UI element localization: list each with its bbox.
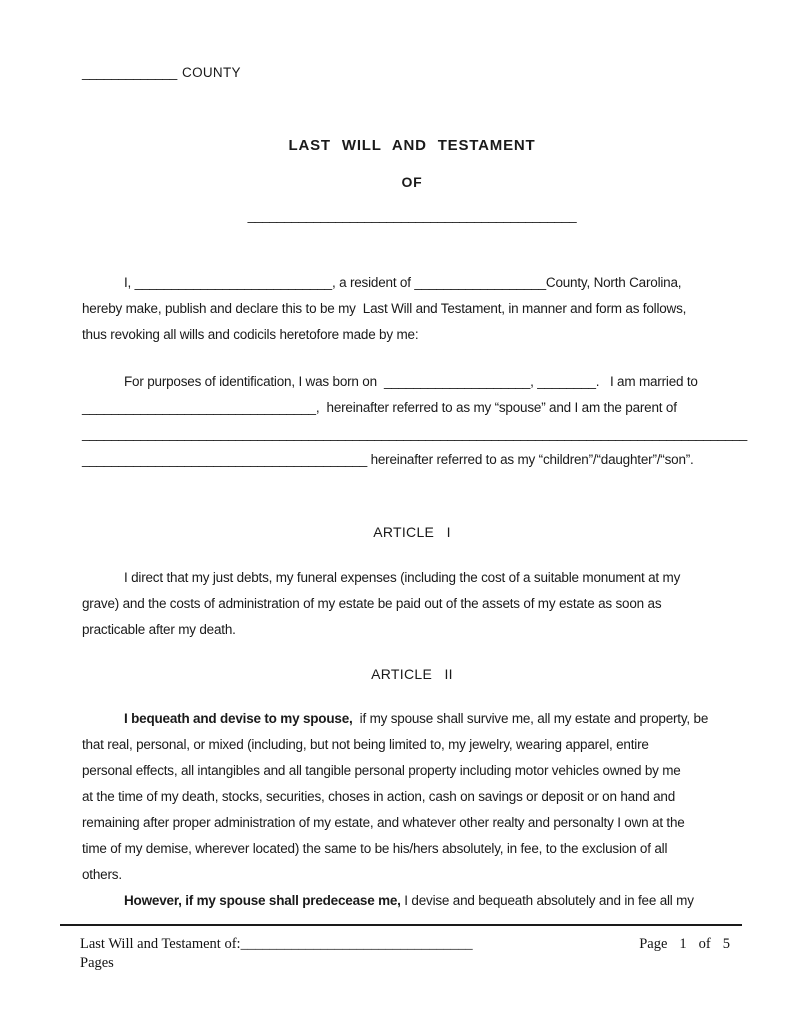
- article-2-line-7: others.: [82, 867, 122, 882]
- article-1-line-1: I direct that my just debts, my funeral expenses (including the cost of a suitable monument at my: [124, 570, 681, 585]
- spouse-name-blank-field[interactable]: ________________________________: [82, 400, 316, 415]
- page-indicator: [639, 935, 742, 954]
- article-2-heading: ARTICLE II: [371, 666, 453, 682]
- article-2-line-4: at the time of my death, stocks, securities, choses in action, cash on savings or deposit or on hand and: [82, 789, 676, 804]
- article-2-line-3: personal effects, all intangibles and all tangible personal property including motor vehicles owned by me: [82, 763, 681, 778]
- intro-text: , a resident of: [331, 275, 415, 290]
- page-content: [0, 62, 800, 914]
- of-label-footer: of: [698, 936, 711, 952]
- article-1-line-3: practicable after my death.: [82, 622, 236, 637]
- page-label: Page: [639, 936, 668, 952]
- bequeath-clause-bold-text: I bequeath and devise to my spouse,: [124, 711, 353, 726]
- identification-paragraph: [82, 369, 748, 473]
- article-1-line-2: grave) and the costs of administration of my estate be paid out of the assets of my estate as soon as: [82, 596, 662, 611]
- footer-title-label: Last Will and Testament of:: [80, 936, 241, 952]
- county-line: [82, 62, 742, 84]
- page-number: 1: [679, 936, 687, 952]
- identification-text: hereinafter referred to as my “children”/“daughter”/“son”.: [367, 452, 694, 467]
- county-blank-field[interactable]: _____________: [82, 65, 178, 80]
- children-names-blank-field[interactable]: ___________________________________________________________________________________________: [82, 426, 748, 441]
- article-2-paragraph: [82, 706, 742, 914]
- identification-line-3: [82, 421, 748, 447]
- article-2-line-6: time of my demise, wherever located) the same to be his/hers absolutely, in fee, to the exclusion of all: [82, 841, 668, 856]
- footer-name-blank-field[interactable]: ________________________________: [240, 936, 473, 952]
- birth-year-blank-field[interactable]: ________: [537, 374, 596, 389]
- intro-line-3: thus revoking all wills and codicils heretofore made by me:: [82, 327, 419, 342]
- of-label: OF: [401, 174, 423, 190]
- footer-title-block: [60, 935, 473, 973]
- article-2-text: if my spouse shall survive me, all my estate and property, be: [352, 711, 709, 726]
- intro-text: County, North Carolina,: [545, 275, 682, 290]
- article-2-line-1: [82, 706, 742, 732]
- footer-pages-label: Pages: [80, 955, 114, 971]
- identification-text: . I am married to: [595, 374, 698, 389]
- total-pages: 5: [722, 936, 730, 952]
- intro-line-2: hereby make, publish and declare this to be my Last Will and Testament, in manner and form as follows,: [82, 301, 687, 316]
- identification-text: , hereinafter referred to as my “spouse” and I am the parent of: [315, 400, 677, 415]
- article-2-line-8: [82, 888, 742, 914]
- residence-county-blank-field[interactable]: __________________: [414, 275, 546, 290]
- article-1-paragraph: [82, 565, 742, 643]
- article-2-line-5: remaining after proper administration of my estate, and whatever other realty and personalty I own at the: [82, 815, 685, 830]
- birth-date-blank-field[interactable]: ____________________: [384, 374, 531, 389]
- page-footer: [60, 924, 742, 973]
- article-2-text: I devise and bequeath absolutely and in fee all my: [400, 893, 694, 908]
- predecease-clause-bold-text: However, if my spouse shall predecease me,: [124, 893, 401, 908]
- county-label: COUNTY: [182, 65, 241, 80]
- intro-paragraph: [82, 270, 742, 348]
- identification-text: ,: [530, 374, 538, 389]
- identification-line-4: [82, 447, 742, 473]
- identification-line-1: [82, 369, 742, 395]
- testator-name-inline-blank-field[interactable]: ___________________________: [134, 275, 332, 290]
- document-title: LAST WILL AND TESTAMENT: [288, 137, 536, 154]
- intro-text: I,: [124, 275, 135, 290]
- testator-name-blank-field[interactable]: _____________________________________________: [247, 208, 577, 223]
- identification-text: For purposes of identification, I was born on: [124, 374, 384, 389]
- article-2-line-2: that real, personal, or mixed (including, but not being limited to, my jewelry, wearing apparel, entire: [82, 737, 649, 752]
- article-1-heading: ARTICLE I: [373, 524, 451, 540]
- identification-line-2: [82, 395, 742, 421]
- intro-line-1: [82, 270, 742, 296]
- children-names-blank-field-2[interactable]: _______________________________________: [82, 452, 368, 467]
